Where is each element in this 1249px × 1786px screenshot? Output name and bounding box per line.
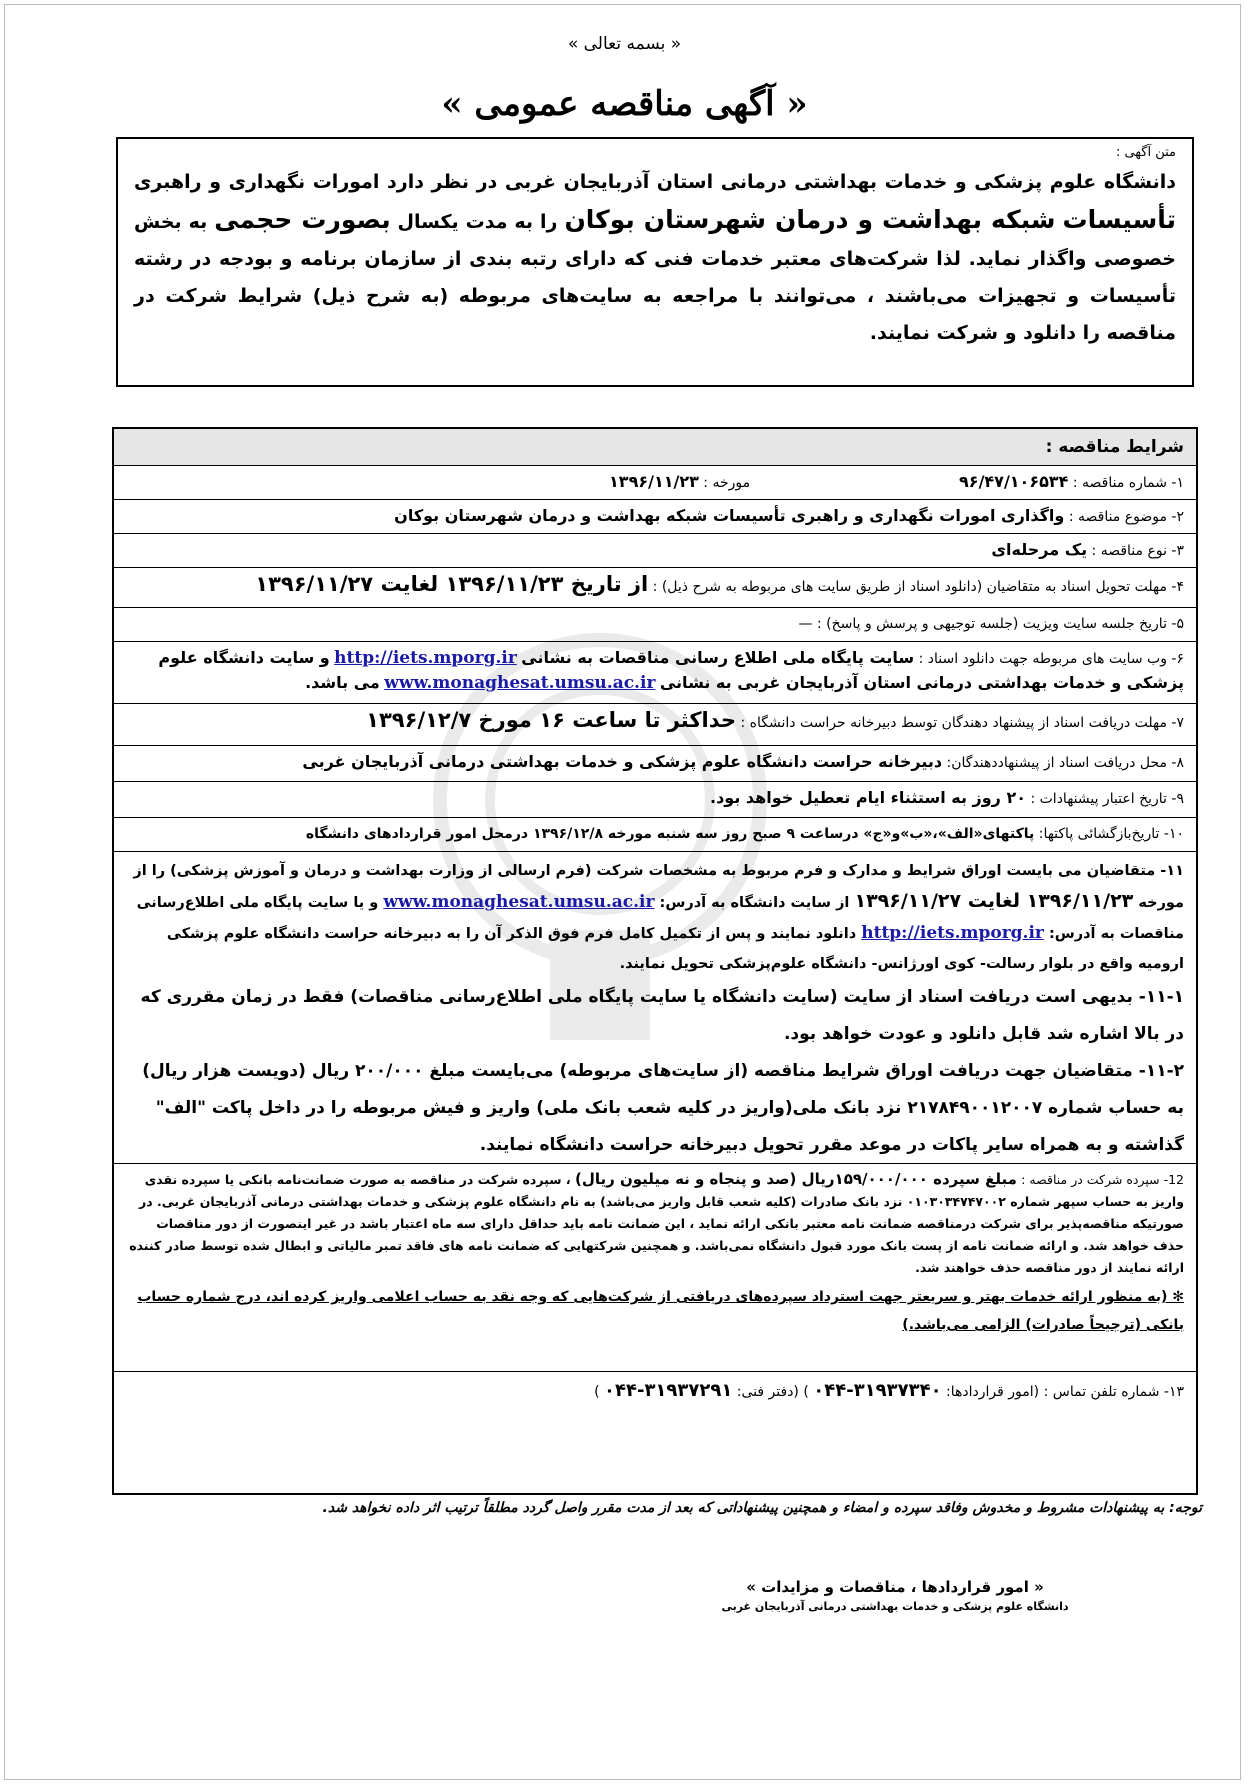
item11-text-a: ۱۱- متقاضیان می بایست اوراق شرایط و مدارک و فرم مربوط به مشخصات شرکت (فرم ارسالی از وزارت بهداشت و درمان و آموزش پزشکی) را از مورخه bbox=[133, 863, 1184, 911]
iets-link[interactable]: http://iets.mporg.ir bbox=[334, 648, 517, 668]
deposit-text: ، سپرده شرکت در مناقصه به صورت ضمانت‌نامه بانکی یا سپرده نقدی واریز به حساب سپهر شماره ۰۱۰۳۰۳۴۷۴۷۰۰۲ نزد بانک صادرات (کلیه شعب قابل واریز می‌باشد) به نام دانشگاه علوم پزشکی و خدمات بهداشتی درمانی آذربایجان غربی. در صورتیکه مناقصه‌پذیر برای شرکت درمناقصه ضمانت نامه معتبر بانکی ارائه نماید ، این ضمانت نامه باید حداقل دارای سه ماه اعتبار باشد در غیر اینصورت از دور مناقصات حذف خواهد شد. و ارائه ضمانت نامه از پست بانک مورد قبول دانشگاه نمی‌باشد. و همچنین شرکتهایی که ضمانت نامه های فاقد تمبر مالیاتی و ابطال شده توسط صادر کننده ارائه نمایند از دور مناقصه حذف خواهند شد. bbox=[129, 1172, 1184, 1275]
row-tender-type bbox=[114, 534, 1196, 568]
item11-iets-link[interactable]: http://iets.mporg.ir bbox=[861, 923, 1044, 943]
deposit-note: ✻ (به منظور ارائه خدمات بهتر و سریعتر جهت استرداد سپرده‌های دریافتی از شرکت‌هایی که وجه نقد به حساب اعلامی واریز کرده اند، درج شماره حساب بانکی (ترجیحاً صادرات) الزامی می‌باشد.) bbox=[137, 1289, 1184, 1333]
row-validity bbox=[114, 782, 1196, 818]
technical-phone: ۰۴۴-۳۱۹۳۷۲۹۱ bbox=[604, 1380, 733, 1401]
receipt-deadline-label: ۷- مهلت دریافت اسناد از پیشنهاد دهندگان توسط دبیرخانه حراست دانشگاه : bbox=[740, 715, 1184, 731]
contracts-phone: ۰۴۴-۳۱۹۳۷۳۴۰ bbox=[813, 1380, 942, 1401]
item11-dates: ۱۳۹۶/۱۱/۲۳ لغایت ۱۳۹۶/۱۱/۲۷ bbox=[854, 890, 1134, 912]
note-text: توجه: به پیشنهادات مشروط و مخدوش وفاقد سپرده و امضاء و همچنین پیشنهاداتی که بعد از مدت مقرر واصل گردد مطلقاً ترتیب اثر داده نخواهد شد. bbox=[322, 1500, 1202, 1516]
item11-text-c: و یا سایت پایگاه ملی اطلاع‌رسانی مناقصات به آدرس: bbox=[136, 895, 1184, 942]
tender-type-label: ۳- نوع مناقصه : bbox=[1091, 543, 1184, 559]
basmala: « بسمه تعالی » bbox=[567, 34, 682, 54]
tender-number-label: ۱- شماره مناقصه : bbox=[1072, 475, 1184, 491]
tender-subject-label: ۲- موضوع مناقصه : bbox=[1068, 509, 1184, 525]
row-receipt-place bbox=[114, 746, 1196, 782]
receipt-place-label: ۸- محل دریافت اسناد از پیشنهاددهندگان: bbox=[946, 755, 1184, 771]
row-item-11 bbox=[114, 852, 1196, 1164]
row-document-delivery bbox=[114, 568, 1196, 608]
site-visit-label: ۵- تاریخ جلسه سایت ویزیت (جلسه توجیهی و پرسش و پاسخ) : — bbox=[798, 616, 1184, 632]
contact-end: ) bbox=[594, 1384, 600, 1400]
row-opening bbox=[114, 818, 1196, 852]
intro-line2-end: به بخش خصوصی واگذار نماید. bbox=[134, 211, 1177, 270]
intro-line2-emphasis: شبکه بهداشت و درمان شهرستان بوکان bbox=[564, 205, 1056, 234]
deposit-amount: مبلغ سپرده ۱۵۹/۰۰۰/۰۰۰ریال (صد و پنجاه و نه میلیون ریال) bbox=[574, 1170, 1017, 1188]
websites-text1: سایت پایگاه ملی اطلاع رسانی مناقصات به نشانی bbox=[521, 648, 915, 667]
intro-text bbox=[134, 164, 1176, 352]
websites-end: می باشد. bbox=[305, 673, 380, 692]
validity-label: ۹- تاریخ اعتبار پیشنهادات : bbox=[1030, 791, 1184, 807]
validity-value: ۲۰ روز به استثناء ایام تعطیل خواهد بود. bbox=[710, 788, 1026, 807]
row-site-visit bbox=[114, 608, 1196, 642]
delivery-value: از تاریخ ۱۳۹۶/۱۱/۲۳ لغایت ۱۳۹۶/۱۱/۲۷ bbox=[255, 572, 649, 596]
item11-1: ۱۱-۱- بدیهی است دریافت اسناد از سایت (سایت دانشگاه یا سایت پایگاه ملی اطلاع‌رسانی مناقصات) فقط در زمان مقرری که در بالا اشاره شد قابل دانلود و عودت خواهد بود. bbox=[140, 987, 1184, 1044]
tender-subject-value: واگذاری امورات نگهداری و راهبری تأسیسات شبکه بهداشت و درمان شهرستان بوکان bbox=[394, 506, 1065, 525]
intro-line2: را به مدت یکسال bbox=[397, 211, 558, 233]
page-title: « آگهی مناقصه عمومی » bbox=[441, 84, 808, 124]
intro-line3: لذا شرکت‌های معتبر خدمات فنی که دارای رتبه بندی از سازمان برنامه و بودجه در رشته تأسیسات و تجهیزات می‌باشند ، می‌توانند با مراجعه به سایت‌های مربوطه (به شرح ذیل) شرایط شرکت در مناقصه را دانلود و شرکت نمایند. bbox=[134, 248, 1176, 344]
row-item-12 bbox=[114, 1164, 1196, 1372]
websites-label: ۶- وب سایت های مربوطه جهت دانلود اسناد : bbox=[918, 651, 1184, 667]
intro-line2-emphasis2: بصورت حجمی bbox=[214, 205, 391, 234]
intro-label: متن آگهی : bbox=[1115, 145, 1176, 160]
row-websites bbox=[114, 642, 1196, 704]
tender-date-value: ۱۳۹۶/۱۱/۲۳ bbox=[609, 472, 699, 491]
row-receipt-deadline bbox=[114, 704, 1196, 746]
tender-type-value: یک مرحله‌ای bbox=[991, 540, 1088, 559]
item11-text-b: از سایت دانشگاه به آدرس: bbox=[659, 895, 850, 911]
contact-label: ۱۳- شماره تلفن تماس : (امور قراردادها: bbox=[946, 1384, 1184, 1400]
conditions-table bbox=[112, 427, 1198, 1495]
intro-line1: دانشگاه علوم پزشکی و خدمات بهداشتی درمانی استان آذربایجان غربی در نظر دارد امورات نگهداری و راهبری bbox=[134, 171, 1176, 193]
intro-line1-emphasis: تأسیسات bbox=[1062, 205, 1176, 234]
item11-text-d: دانلود نمایند و پس از تکمیل کامل فرم فوق الذکر آن را به دبیرخانه حراست دانشگاه علوم پزشکی ارومیه واقع در بلوار رسالت- کوی اورژانس- دانشگاه علوم‌پزشکی تحویل نمایند. bbox=[166, 926, 1184, 972]
deposit-label: 12- سپرده شرکت در مناقصه : bbox=[1021, 1172, 1184, 1187]
tender-date-label: مورخه : bbox=[703, 475, 751, 491]
row-tender-number bbox=[114, 466, 1196, 500]
row-contact bbox=[114, 1372, 1196, 1410]
signature-office: « امور قراردادها ، مناقصات و مزایدات » bbox=[746, 1578, 1044, 1596]
item11-2: ۱۱-۲- متقاضیان جهت دریافت اوراق شرایط مناقصه (از سایت‌های مربوطه) می‌بایست مبلغ ۲۰۰/۰۰۰ ریال (دویست هزار ریال) به حساب شماره ۲۱۷۸۴۹۰۰۱۲۰۰۷ نزد بانک ملی(واریز در کلیه شعب بانک ملی) واریز و فیش مربوطه را در داخل پاکت "الف" گذاشته و به همراه سایر پاکات در موعد مقرر تحویل دبیرخانه حراست دانشگاه نمایند. bbox=[142, 1061, 1184, 1155]
row-tender-subject bbox=[114, 500, 1196, 534]
item11-monaghesat-link[interactable]: www.monaghesat.umsu.ac.ir bbox=[383, 892, 655, 912]
delivery-label: ۴- مهلت تحویل اسناد به متقاضیان (دانلود اسناد از طریق سایت های مربوطه به شرح ذیل) : bbox=[652, 579, 1184, 595]
receipt-place-value: دبیرخانه حراست دانشگاه علوم پزشکی و خدمات بهداشتی درمانی آذربایجان غربی bbox=[302, 752, 943, 771]
contact-mid: ) (دفتر فنی: bbox=[736, 1384, 809, 1400]
conditions-header: شرایط مناقصه : bbox=[114, 429, 1196, 466]
opening-label: ۱۰- تاریخ‌بازگشائی پاکتها: bbox=[1038, 826, 1184, 842]
tender-number-value: ۹۶/۴۷/۱۰۶۵۳۴ bbox=[959, 472, 1069, 491]
receipt-deadline-value: حداکثر تا ساعت ۱۶ مورخ ۱۳۹۶/۱۲/۷ bbox=[366, 708, 737, 732]
intro-box bbox=[116, 137, 1194, 387]
websites-text2: و سایت دانشگاه علوم پزشکی و خدمات بهداشتی درمانی استان آذربایجان غربی به نشانی bbox=[158, 648, 1184, 692]
opening-value: پاکتهای«الف»،«ب»و«ج» درساعت ۹ صبح روز سه شنبه مورخه ۱۳۹۶/۱۲/۸ درمحل امور قراردادهای دانشگاه bbox=[305, 826, 1035, 842]
monaghesat-link[interactable]: www.monaghesat.umsu.ac.ir bbox=[384, 673, 656, 693]
signature-university: دانشگاه علوم پزشکی و خدمات بهداشتی درمانی آذربایجان غربی bbox=[721, 1600, 1069, 1613]
signature-block bbox=[660, 1578, 1130, 1613]
